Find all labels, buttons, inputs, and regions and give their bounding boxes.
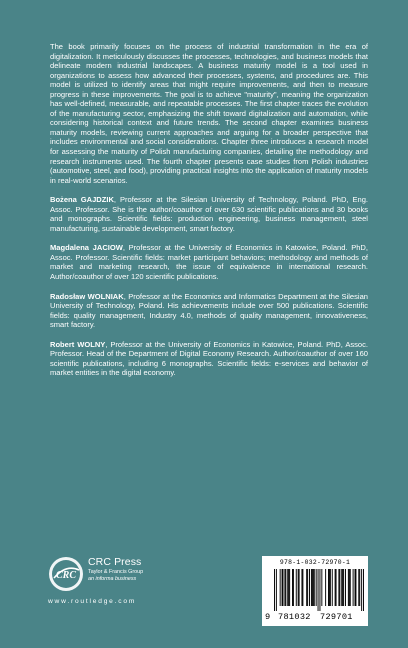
barcode-digits-right: 729701: [320, 612, 353, 622]
author-bio: [50, 195, 368, 233]
barcode-bar: [284, 569, 285, 606]
publisher-url[interactable]: www.routledge.com: [48, 598, 137, 605]
publisher-block: [48, 548, 188, 608]
author-bio: [50, 243, 368, 281]
barcode-bar: [319, 569, 320, 611]
barcode-bar: [299, 569, 300, 606]
barcode-bar: [339, 569, 340, 606]
barcode-bar: [361, 569, 362, 611]
barcode-bar: [359, 569, 360, 606]
author-name: Radosław WOLNIAK: [50, 291, 124, 301]
isbn-barcode: [262, 556, 368, 626]
barcode-bar: [289, 569, 290, 606]
barcode-digit-lead: 9: [265, 612, 271, 622]
barcode-bar: [274, 569, 275, 611]
author-bio-text: , Professor at the Silesian University of Technology, Poland. PhD, Eng. Assoc. Professor. She is the author/coauthor of over 630 scientific publications and 30 books and monographs. Scientific fields: production engineering, business management, steel manufacturing, sustainable development, smart factory.: [50, 195, 368, 233]
barcode-bar: [285, 569, 286, 606]
barcode-bar: [296, 569, 297, 606]
barcode-bar: [288, 569, 289, 606]
barcode-bar: [342, 569, 343, 606]
author-name: Bożena GAJDZIK: [50, 195, 114, 205]
barcode-bar: [298, 569, 299, 606]
crc-press-logo-icon: [48, 556, 84, 592]
barcode-bar: [341, 569, 342, 606]
barcode-bar: [335, 569, 336, 606]
barcode-bar: [307, 569, 308, 606]
barcode-bar: [318, 569, 319, 611]
author-bio-text: , Professor at the University of Economics in Katowice, Poland. PhD, Assoc. Professor. Scientific fields: market participant behaviors; methodology and methods of market and marketing research, the issue of equivalence in international research. Author/coauthor of over 120 scientific publications.: [50, 243, 368, 282]
barcode-bar: [332, 569, 333, 606]
logo-text: CRC: [55, 570, 77, 581]
barcode-bar: [345, 569, 346, 606]
barcode-bar: [348, 569, 349, 606]
barcode-bar: [314, 569, 315, 606]
barcode-bar: [321, 569, 322, 606]
barcode-bar: [336, 569, 337, 606]
author-bio-text: , Professor at the Economics and Informatics Department at the Silesian University of Technology, Poland. His achievements include over 500 publications. Scientific fields: quality management, Industry 4.0, methods of quality management, innovativeness, smart factory.: [50, 291, 368, 330]
barcode-bar: [276, 569, 277, 611]
barcode-bar: [343, 569, 344, 606]
barcode-bar: [328, 569, 329, 606]
barcode-bar: [353, 569, 354, 606]
author-bio-text: , Professor at the University of Economics in Katowice, Poland. PhD, Assoc. Professor. Head of the Department of Digital Economy Research. Author/coauthor of over 160 scientific publications, including 6 monographs. Scientific fields: e-services and behavior of market entities in the digital economy.: [50, 339, 368, 378]
barcode-bar: [349, 569, 350, 606]
author-bio: [50, 340, 368, 378]
author-name: Magdalena JACIOW: [50, 243, 123, 253]
barcode-bar: [282, 569, 283, 606]
barcode-bar: [358, 569, 359, 606]
barcode-bar: [330, 569, 331, 606]
barcode-bar: [301, 569, 302, 606]
barcode-bar: [306, 569, 307, 606]
isbn-number: 978-1-032-72970-1: [279, 559, 351, 566]
barcode-bar: [292, 569, 293, 606]
barcode-bar: [355, 569, 356, 606]
barcode-bar: [293, 569, 294, 606]
barcode-bar: [325, 569, 326, 606]
publisher-name: CRC Press: [88, 556, 142, 568]
author-bio: [50, 292, 368, 330]
barcode-icon: [274, 569, 364, 611]
barcode-bar: [280, 569, 281, 606]
barcode-bar: [302, 569, 303, 606]
barcode-bar: [283, 569, 284, 606]
barcode-bar: [312, 569, 313, 606]
barcode-bar: [309, 569, 310, 606]
publisher-group: Taylor & Francis Group: [88, 569, 144, 575]
barcode-bar: [363, 569, 364, 611]
book-description: The book primarily focuses on the process of industrial transformation in the era of digitalization. It meticulously discusses the processes, technologies, and business models that delineate modern industrial landscapes. A business maturity model is a tool used in organizations to assess how advanced their processes, systems, and procedures are. This model is utilized to identify areas that might require improvements, and then to measure progress in these improvements. The goal is to achieve "maturity", meaning the organization has well-defined, measurable, and repeatable processes. The first chapter traces the evolution of the manufacturing sector, emphasizing the shift toward digitalization and automation, while considering historical context and future trends. The second chapter examines business maturity models, reviewing current approaches and arguing for a broader perspective that includes environmental and social considerations. Chapter three introduces a research model for assessing the maturity of Polish manufacturing companies, detailing the methodology and research instruments used. The fourth chapter presents case studies from Polish industries (automotive, steel, and food), providing practical insights into the application of maturity models in real-world scenarios.: [50, 42, 368, 185]
barcode-bar: [329, 569, 330, 606]
barcode-bar: [316, 569, 317, 606]
cover-text: [50, 42, 368, 378]
barcode-bar: [287, 569, 288, 606]
author-name: Robert WOLNY: [50, 339, 106, 349]
barcode-bar: [311, 569, 312, 606]
barcode-digits-left: 781032: [278, 612, 311, 622]
barcode-bar: [313, 569, 314, 606]
barcode-bar: [338, 569, 339, 606]
barcode-bar: [355, 569, 356, 606]
barcode-bar: [350, 569, 351, 606]
publisher-tagline: an informa business: [88, 576, 137, 582]
